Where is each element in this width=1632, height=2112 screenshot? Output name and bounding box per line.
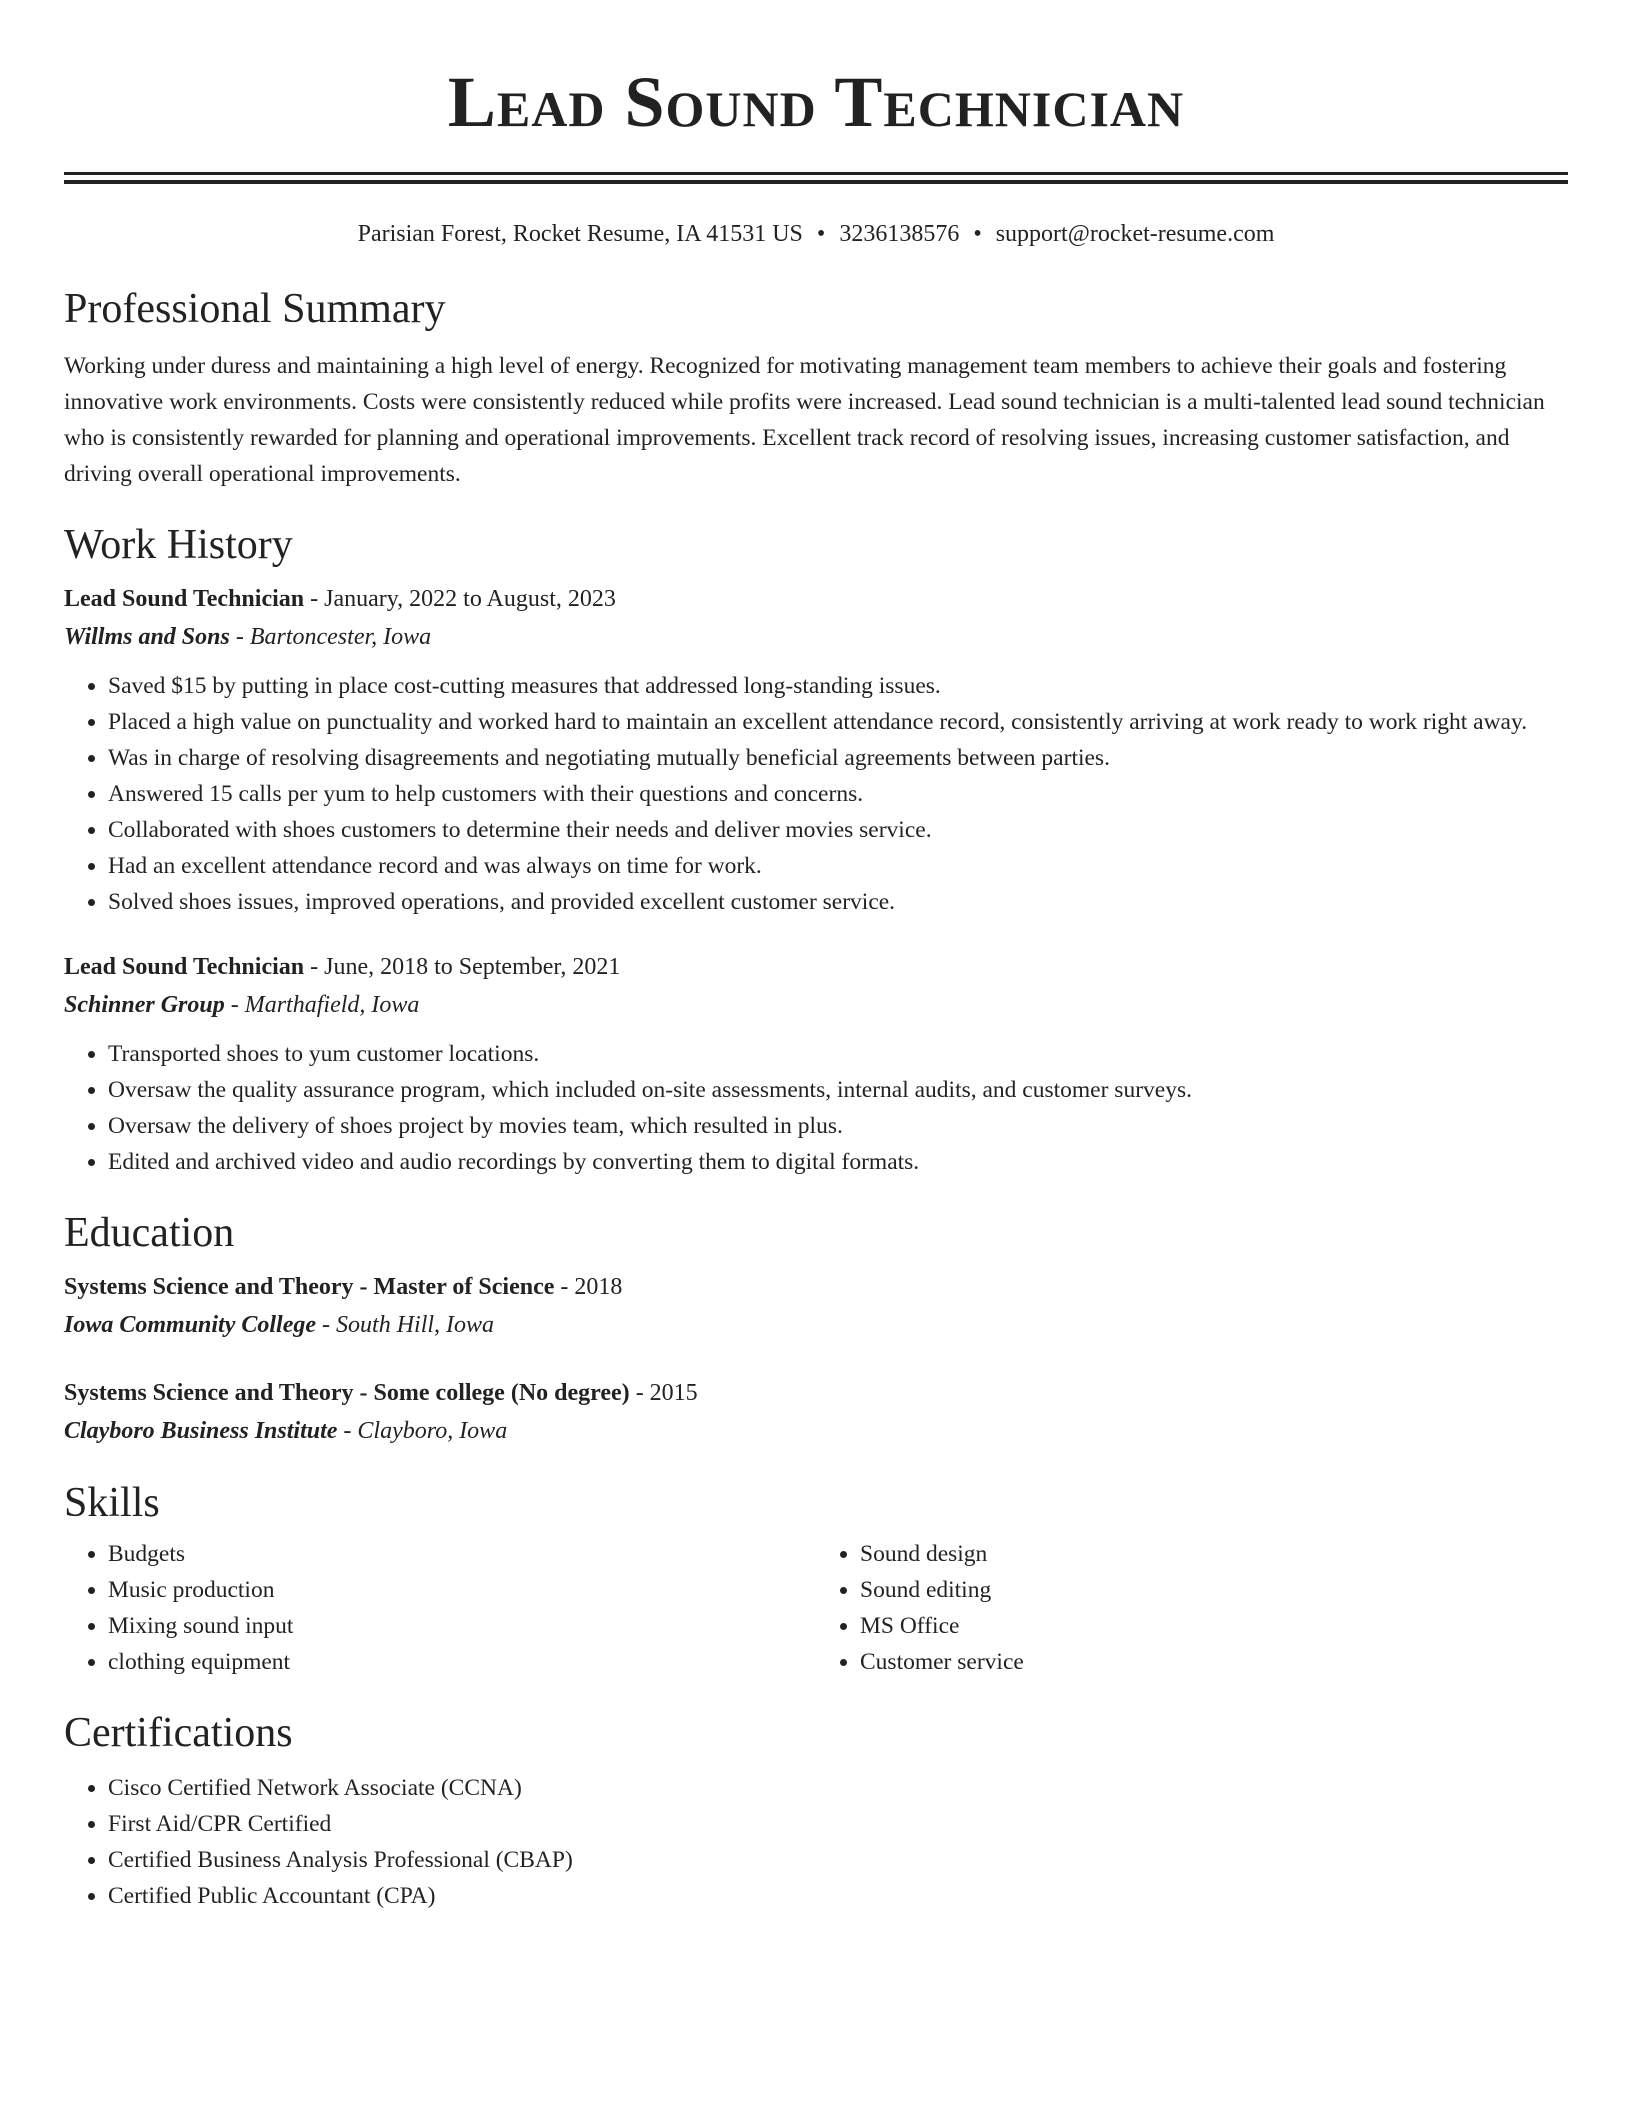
education-degree: Systems Science and Theory - Master of Science <box>64 1274 555 1300</box>
skills-list-right <box>816 1536 1568 1680</box>
contact-separator: • <box>973 221 982 247</box>
summary-text: Working under duress and maintaining a high level of energy. Recognized for motivating management team members to achieve their goals and fostering innovative work environments. Costs were consistently reduced while profits were increased. Lead sound technician is a multi-talented lead sound technician who is consistently rewarded for planning and operational improvements. Excellent track record of resolving issues, increasing customer satisfaction, and driving overall operational improvements. <box>64 353 1545 487</box>
skill-item: • Budgets <box>108 1536 816 1572</box>
job-dates: - June, 2018 to September, 2021 <box>304 954 621 980</box>
education-location: - Clayboro, Iowa <box>337 1418 508 1444</box>
skill-item: • Sound design <box>860 1536 1568 1572</box>
education-school-line <box>64 1412 1568 1450</box>
skill-item: • Music production <box>108 1572 816 1608</box>
contact-address: Parisian Forest, Rocket Resume, IA 41531 US <box>357 221 803 247</box>
contact-separator: • <box>816 221 826 247</box>
education-location: - South Hill, Iowa <box>316 1312 495 1338</box>
list-item: • Was in charge of resolving disagreements and negotiating mutually beneficial agreements between parties. <box>108 740 1568 776</box>
job-bullets <box>64 1036 1568 1180</box>
certification-item: • Certified Public Accountant (CPA) <box>108 1878 1568 1914</box>
job-company: Willms and Sons <box>64 624 230 650</box>
skills-grid <box>64 1536 1568 1680</box>
education-entry <box>64 1268 1568 1344</box>
job-title-line <box>64 580 1568 618</box>
contact-email[interactable]: support@rocket-resume.com <box>995 221 1275 247</box>
skill-item: • MS Office <box>860 1608 1568 1644</box>
job-company-line <box>64 986 1568 1024</box>
certifications-heading: Certifications <box>64 1710 293 1756</box>
education-degree: Systems Science and Theory - Some college (No degree) <box>64 1380 630 1406</box>
certification-item: • Cisco Certified Network Associate (CCNA) <box>108 1770 1568 1806</box>
skill-item: • Mixing sound input <box>108 1608 816 1644</box>
education-school: Clayboro Business Institute <box>64 1418 338 1444</box>
skill-item: • Customer service <box>860 1644 1568 1680</box>
list-item: • Saved $15 by putting in place cost-cutting measures that addressed long-standing issues. <box>108 668 1568 704</box>
education-year: - 2015 <box>629 1380 698 1406</box>
list-item: • Answered 15 calls per yum to help customers with their questions and concerns. <box>108 776 1568 812</box>
contact-line <box>64 218 1568 250</box>
work-history-section <box>64 520 1568 1180</box>
skills-heading: Skills <box>64 1480 160 1526</box>
list-item: • Placed a high value on punctuality and worked hard to maintain an excellent attendance record, consistently arriving at work ready to work right away. <box>108 704 1568 740</box>
education-entry <box>64 1374 1568 1450</box>
work-history-heading: Work History <box>64 522 293 568</box>
summary-section <box>64 284 1568 492</box>
list-item: • Had an excellent attendance record and was always on time for work. <box>108 848 1568 884</box>
resume-name-title: Lead Sound Technician <box>447 62 1185 142</box>
skill-item: • clothing equipment <box>108 1644 816 1680</box>
job-entry <box>64 948 1568 1180</box>
skill-item: • Sound editing <box>860 1572 1568 1608</box>
list-item: • Edited and archived video and audio recordings by converting them to digital formats. <box>108 1144 1568 1180</box>
list-item: • Oversaw the delivery of shoes project by movies team, which resulted in plus. <box>108 1108 1568 1144</box>
job-location: - Bartoncester, Iowa <box>229 624 432 650</box>
education-school: Iowa Community College <box>64 1312 317 1338</box>
job-location: - Marthafield, Iowa <box>224 992 420 1018</box>
header-rule-top <box>64 172 1568 175</box>
job-title: Lead Sound Technician <box>64 954 305 980</box>
education-year: - 2018 <box>554 1274 623 1300</box>
list-item: • Solved shoes issues, improved operations, and provided excellent customer service. <box>108 884 1568 920</box>
certification-item: • Certified Business Analysis Professional (CBAP) <box>108 1842 1568 1878</box>
certifications-list <box>64 1770 1568 1914</box>
job-company: Schinner Group <box>64 992 225 1018</box>
education-school-line <box>64 1306 1568 1344</box>
job-title-line <box>64 948 1568 986</box>
job-title: Lead Sound Technician <box>64 586 305 612</box>
list-item: • Oversaw the quality assurance program, which included on-site assessments, internal audits, and customer surveys. <box>108 1072 1568 1108</box>
header-rule-bottom <box>64 180 1568 184</box>
job-entry <box>64 580 1568 920</box>
education-section <box>64 1208 1568 1450</box>
job-dates: - January, 2022 to August, 2023 <box>304 586 616 612</box>
list-item: • Collaborated with shoes customers to determine their needs and deliver movies service. <box>108 812 1568 848</box>
education-heading: Education <box>64 1210 235 1256</box>
certification-item: • First Aid/CPR Certified <box>108 1806 1568 1842</box>
contact-phone: 3236138576 <box>839 221 960 247</box>
education-degree-line <box>64 1268 1568 1306</box>
job-bullets <box>64 668 1568 920</box>
certifications-section <box>64 1708 1568 1914</box>
summary-heading: Professional Summary <box>64 286 446 332</box>
skills-list-left <box>64 1536 816 1680</box>
education-degree-line <box>64 1374 1568 1412</box>
job-company-line <box>64 618 1568 656</box>
list-item: • Transported shoes to yum customer locations. <box>108 1036 1568 1072</box>
skills-section <box>64 1478 1568 1680</box>
